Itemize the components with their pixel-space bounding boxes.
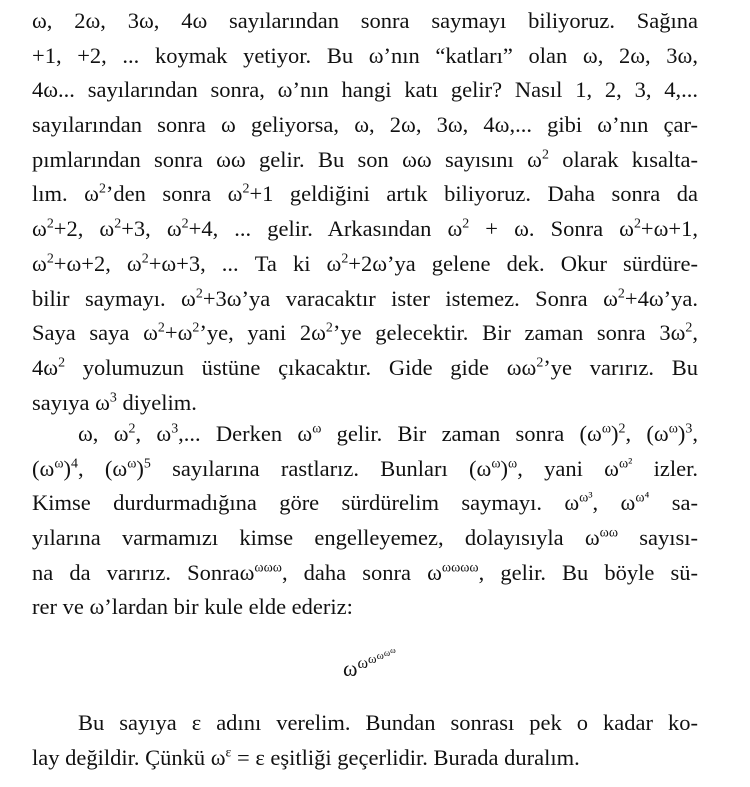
superscript: 2 bbox=[536, 355, 544, 371]
text-line bbox=[32, 556, 698, 591]
paragraph-omega-multiples bbox=[32, 4, 698, 420]
superscript: 3 bbox=[685, 421, 693, 437]
text-line bbox=[32, 39, 698, 74]
text-run: ω, 2ω, 3ω, 4ω sayılarından sonra saymayı biliyoruz. Sağına bbox=[32, 8, 698, 33]
text-run: ’ye gelecektir. Bir zaman sonra 3ω bbox=[332, 320, 686, 346]
text-run: yolumuzun üstüne çıkacaktır. Gide gide ωω bbox=[65, 354, 537, 380]
text-run: Kimse durdurmadığına göre sürdürelim saymayı. ω bbox=[32, 490, 580, 516]
superscript: 2 bbox=[685, 320, 693, 336]
tower-omega: ω bbox=[368, 651, 377, 666]
text-run: (ω bbox=[32, 455, 55, 481]
superscript: ωωωω bbox=[441, 560, 479, 576]
superscript: 2 bbox=[98, 181, 106, 197]
text-run: +1 geldiğini artık biliyoruz. Daha sonra da bbox=[249, 181, 698, 207]
text-line bbox=[32, 590, 698, 625]
text-run: ) bbox=[611, 421, 619, 446]
text-run: +2ω’ya gelene dek. Okur sürdüre- bbox=[348, 250, 699, 276]
text-line bbox=[32, 386, 698, 421]
text-run: pımlarından sonra ωω gelir. Bu son ωω sayısını ω bbox=[32, 146, 542, 172]
text-line bbox=[32, 282, 698, 317]
text-run: ’ye, yani 2ω bbox=[199, 320, 326, 346]
superscript: 2 bbox=[325, 320, 333, 336]
superscript: 3 bbox=[171, 421, 179, 437]
text-run: , (ω bbox=[625, 421, 669, 446]
text-run: +ω bbox=[164, 320, 193, 346]
superscript: 4 bbox=[71, 456, 78, 472]
superscript: 2 bbox=[242, 181, 250, 197]
text-run: = ε eşitliği geçerlidir. Burada duralım. bbox=[231, 744, 580, 770]
text-run: sayılarına rastlarız. Bunları (ω bbox=[150, 455, 492, 481]
text-line bbox=[32, 73, 698, 108]
text-line bbox=[32, 212, 698, 247]
text-run: gelir. Bir zaman sonra (ω bbox=[321, 421, 602, 446]
tower-omega: ω bbox=[390, 645, 396, 655]
text-run: , daha sonra ω bbox=[281, 559, 442, 585]
text-run: sayısı- bbox=[618, 525, 699, 551]
superscript: 5 bbox=[143, 456, 151, 472]
paragraph-epsilon bbox=[32, 706, 698, 775]
text-run: Bu sayıya ε adını verelim. Bundan sonrası pek o kadar ko- bbox=[78, 710, 698, 735]
text-run: , ω bbox=[592, 490, 636, 516]
superscript: 2 bbox=[633, 216, 641, 232]
superscript: ω bbox=[127, 456, 137, 472]
superscript: 2 bbox=[462, 216, 470, 232]
superscript: ω² bbox=[618, 456, 633, 472]
text-run: +1, +2, ... koymak yetiyor. Bu ω’nın “katları” olan ω, 2ω, 3ω, bbox=[32, 42, 698, 68]
text-run: +4, ... gelir. Arkasından ω bbox=[188, 216, 463, 242]
text-line bbox=[32, 417, 698, 452]
text-run: ’ye varırız. Bu bbox=[543, 354, 698, 380]
text-run: yılarına varmamızı kimse engelleyemez, dolayısıyla ω bbox=[32, 525, 600, 551]
tower-omega: ω bbox=[383, 649, 391, 659]
text-run: , bbox=[692, 320, 699, 346]
text-run: , ω bbox=[135, 421, 172, 446]
superscript: 2 bbox=[46, 216, 54, 232]
tower-omega: ω bbox=[343, 656, 358, 681]
text-line bbox=[32, 452, 698, 487]
text-run: sa- bbox=[649, 490, 698, 516]
text-run: bilir saymayı. ω bbox=[32, 285, 196, 311]
superscript: ε bbox=[225, 745, 232, 761]
text-run: diyelim. bbox=[116, 389, 197, 415]
superscript: ω bbox=[312, 421, 322, 437]
text-run: ’den sonra ω bbox=[105, 181, 243, 207]
superscript: ω bbox=[601, 421, 612, 437]
text-run: +ω+1, bbox=[640, 216, 698, 242]
superscript: 2 bbox=[157, 320, 165, 336]
text-run: 4ω bbox=[32, 354, 59, 380]
superscript: ωωω bbox=[254, 560, 282, 576]
text-line bbox=[32, 177, 698, 212]
text-run: +ω+2, ω bbox=[53, 250, 142, 276]
text-line bbox=[32, 741, 698, 776]
text-run: , gelir. Bu böyle sü- bbox=[478, 559, 698, 585]
text-line bbox=[32, 706, 698, 741]
text-run: , (ω bbox=[77, 455, 128, 481]
text-line bbox=[32, 316, 698, 351]
superscript: 2 bbox=[128, 421, 136, 437]
superscript: 2 bbox=[541, 147, 549, 163]
superscript: ωω bbox=[599, 525, 619, 541]
text-run: olarak kısalta- bbox=[548, 146, 698, 172]
text-line bbox=[32, 247, 698, 282]
superscript: 2 bbox=[341, 251, 349, 267]
text-run: +2, ω bbox=[53, 216, 115, 242]
text-run: izler. bbox=[632, 455, 698, 481]
superscript: 2 bbox=[195, 285, 203, 301]
superscript: 2 bbox=[141, 251, 149, 267]
text-run: +3, ω bbox=[121, 216, 182, 242]
text-run: +ω+3, ... Ta ki ω bbox=[148, 250, 342, 276]
text-run: , bbox=[692, 421, 698, 446]
text-run: sayıya ω bbox=[32, 389, 110, 415]
text-run: ω bbox=[32, 250, 47, 276]
superscript: ω bbox=[508, 456, 518, 472]
text-line bbox=[32, 4, 698, 39]
text-run: ) bbox=[136, 455, 144, 481]
text-run: ) bbox=[500, 455, 509, 481]
text-run: ) bbox=[677, 421, 686, 446]
superscript: 2 bbox=[618, 421, 626, 437]
tower-omega: ω bbox=[376, 650, 384, 662]
text-line bbox=[32, 143, 698, 178]
paragraph-omega-powers bbox=[32, 417, 698, 625]
text-line bbox=[32, 486, 698, 521]
superscript: ω bbox=[668, 421, 678, 437]
text-run: +4ω’ya. bbox=[624, 285, 698, 311]
superscript: ω bbox=[54, 456, 64, 472]
superscript: 2 bbox=[114, 216, 122, 232]
text-run: 4ω... sayılarından sonra, ω’nın hangi katı gelir? Nasıl 1, 2, 3, 4,... bbox=[32, 77, 698, 103]
superscript: ω³ bbox=[579, 490, 593, 506]
text-run: + ω. Sonra ω bbox=[469, 216, 634, 242]
omega-power-tower bbox=[343, 645, 396, 689]
text-line bbox=[32, 521, 698, 556]
text-run: ,... Derken ω bbox=[178, 421, 313, 446]
superscript: 2 bbox=[58, 355, 66, 371]
superscript: 2 bbox=[46, 251, 54, 267]
text-run: lay değildir. Çünkü ω bbox=[32, 744, 226, 770]
text-run: sayılarından sonra ω geliyorsa, ω, 2ω, 3ω, 4ω,... gibi ω’nın çar- bbox=[32, 112, 698, 138]
superscript: ω bbox=[491, 456, 501, 472]
superscript: ω⁴ bbox=[635, 490, 650, 506]
tower-omega: ω bbox=[357, 655, 369, 672]
text-line bbox=[32, 351, 698, 386]
superscript: 2 bbox=[181, 216, 189, 232]
superscript: 2 bbox=[192, 320, 200, 336]
text-run: ω, ω bbox=[78, 421, 129, 446]
text-run: rer ve ω’lardan bir kule elde ederiz: bbox=[32, 594, 353, 620]
text-run: ω bbox=[32, 216, 47, 242]
superscript: 2 bbox=[617, 285, 625, 301]
text-run: +3ω’ya varacaktır ister istemez. Sonra ω bbox=[202, 285, 618, 311]
text-run: lım. ω bbox=[32, 181, 99, 207]
superscript: 3 bbox=[109, 389, 117, 405]
text-line bbox=[32, 108, 698, 143]
text-run: na da varırız. Sonraω bbox=[32, 559, 255, 585]
text-run: ) bbox=[63, 455, 71, 481]
text-run: Saya saya ω bbox=[32, 320, 158, 346]
text-run: , yani ω bbox=[517, 455, 619, 481]
